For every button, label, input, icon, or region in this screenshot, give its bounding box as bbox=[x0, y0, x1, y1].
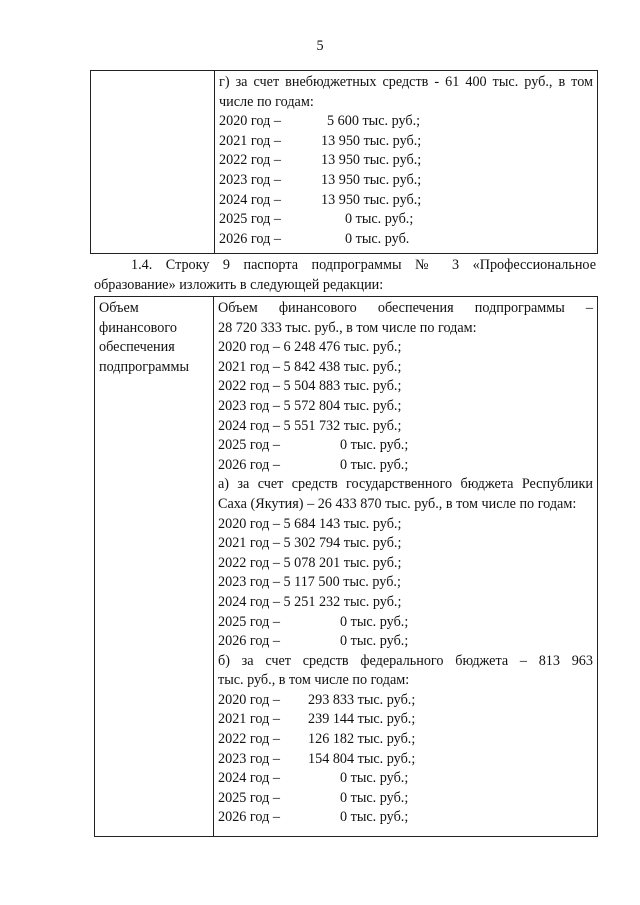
label-line: подпрограммы bbox=[99, 358, 189, 375]
year-row: 2024 год – 5 551 732 тыс. руб.; bbox=[218, 417, 402, 434]
label-cell-empty bbox=[91, 71, 215, 254]
year-row: 2025 год – 0 тыс. руб.; bbox=[218, 437, 409, 454]
source-b-line: б) за счет средств федерального бюджета – 813 963 bbox=[218, 652, 593, 669]
year-row: 2020 год – 5 684 143 тыс. руб.; bbox=[218, 515, 402, 532]
source-a-year-list bbox=[218, 515, 593, 652]
year-row: 2026 год – 0 тыс. руб. bbox=[219, 230, 410, 247]
year-row: 2022 год – 5 078 201 тыс. руб.; bbox=[218, 554, 402, 571]
year-row: 2021 год – 13 950 тыс. руб.; bbox=[219, 132, 422, 149]
funding-cell bbox=[214, 297, 598, 837]
intro-line: числе по годам: bbox=[219, 93, 314, 110]
year-row: 2020 год – 5 600 тыс. руб.; bbox=[219, 113, 421, 130]
year-row: 2023 год – 154 804 тыс. руб.; bbox=[218, 750, 416, 767]
year-row: 2026 год – 0 тыс. руб.; bbox=[218, 633, 409, 650]
funding-cell bbox=[215, 71, 598, 254]
year-row: 2021 год – 239 144 тыс. руб.; bbox=[218, 711, 416, 728]
paragraph-line: 1.4. Строку 9 паспорта подпрограммы № 3 «Профессиональное bbox=[131, 257, 596, 273]
year-row: 2025 год – 0 тыс. руб.; bbox=[219, 211, 414, 228]
page-number: 5 bbox=[316, 38, 324, 54]
year-row: 2020 год – 6 248 476 тыс. руб.; bbox=[218, 339, 402, 356]
amendment-paragraph bbox=[94, 255, 596, 295]
total-year-list bbox=[218, 338, 593, 475]
year-row: 2024 год – 13 950 тыс. руб.; bbox=[219, 191, 422, 208]
label-line: обеспечения bbox=[99, 339, 175, 356]
year-row: 2026 год – 0 тыс. руб.; bbox=[218, 809, 409, 826]
intro-line: г) за счет внебюджетных средств - 61 400 тыс. руб., в том bbox=[219, 74, 593, 90]
total-line: Объем финансового обеспечения подпрограммы – bbox=[218, 300, 593, 316]
source-b-line: тыс. руб., в том числе по годам: bbox=[218, 672, 410, 689]
year-row: 2025 год – 0 тыс. руб.; bbox=[218, 789, 409, 806]
year-row: 2025 год – 0 тыс. руб.; bbox=[218, 613, 409, 630]
paragraph-line: образование» изложить в следующей редакции: bbox=[94, 277, 384, 293]
subprogram-funding-table bbox=[94, 296, 598, 837]
year-row: 2022 год – 5 504 883 тыс. руб.; bbox=[218, 378, 402, 395]
year-row: 2022 год – 126 182 тыс. руб.; bbox=[218, 731, 416, 748]
year-row: 2023 год – 5 117 500 тыс. руб.; bbox=[218, 574, 401, 591]
year-row: 2024 год – 0 тыс. руб.; bbox=[218, 770, 409, 787]
total-line: 28 720 333 тыс. руб., в том числе по годам: bbox=[218, 319, 477, 336]
year-row: 2023 год – 13 950 тыс. руб.; bbox=[219, 171, 422, 188]
year-row: 2020 год – 293 833 тыс. руб.; bbox=[218, 691, 416, 708]
source-b-year-list bbox=[218, 691, 593, 828]
year-row: 2024 год – 5 251 232 тыс. руб.; bbox=[218, 593, 402, 610]
source-a-line: а) за счет средств государственного бюджета Республики bbox=[218, 476, 593, 493]
label-cell bbox=[95, 297, 214, 837]
year-row: 2026 год – 0 тыс. руб.; bbox=[218, 456, 409, 473]
source-a-line: Саха (Якутия) – 26 433 870 тыс. руб., в том числе по годам: bbox=[218, 495, 577, 512]
label-line: Объем bbox=[99, 300, 139, 316]
table-continuation bbox=[90, 70, 598, 254]
year-list bbox=[219, 112, 593, 249]
year-row: 2021 год – 5 302 794 тыс. руб.; bbox=[218, 535, 402, 552]
year-row: 2021 год – 5 842 438 тыс. руб.; bbox=[218, 358, 402, 375]
year-row: 2023 год – 5 572 804 тыс. руб.; bbox=[218, 397, 402, 414]
year-row: 2022 год – 13 950 тыс. руб.; bbox=[219, 152, 422, 169]
label-line: финансового bbox=[99, 319, 177, 336]
